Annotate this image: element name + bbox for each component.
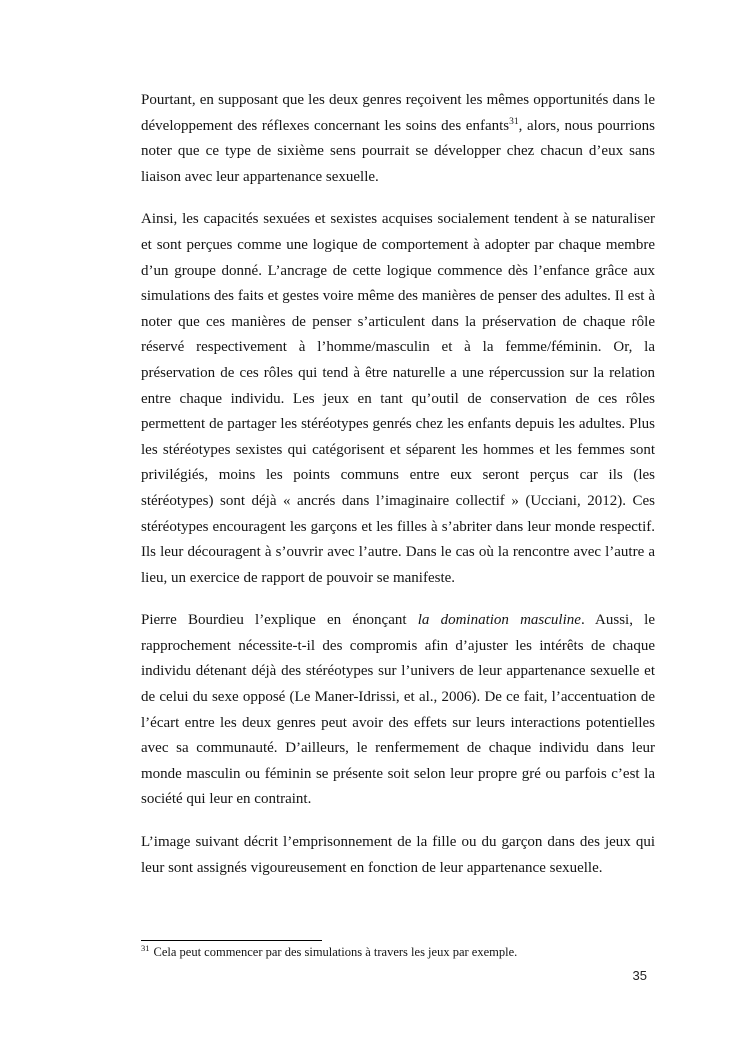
paragraph-3-text-after-italic: . Aussi, le rapprochement nécessite-t-il des compromis afin d’ajuster les intérêts de chaque individu détenant déjà des stéréotypes sur l’univers de leur appartenance sexuelle et de celui du sexe opposé (Le Maner-Idrissi, et al., 2006). De ce fait, l’accentuation de l’écart entre les deux genres peut avoir des effets sur leurs interactions potentielles avec sa communauté. D’ailleurs, le renfermement de chaque individu dans leur monde masculin ou féminin se présente soit selon leur propre gré ou parfois c’est la société qui leur en contraint. bbox=[141, 612, 655, 808]
footnote-text: Cela peut commencer par des simulations à travers les jeux par exemple. bbox=[153, 945, 518, 959]
paragraph-1-text-before-footnote-ref: Pourtant, en supposant que les deux genres reçoivent les mêmes opportunités dans le développement des réflexes concernant les soins des enfants bbox=[141, 92, 655, 134]
paragraph-4: L’image suivant décrit l’emprisonnement de la fille ou du garçon dans des jeux qui leur sont assignés vigoureusement en fonction de leur appartenance sexuelle. bbox=[141, 834, 655, 876]
italic-phrase-la-domination-masculine: la domination masculine bbox=[417, 612, 581, 629]
footnote-marker-31: 31 bbox=[141, 942, 150, 953]
footnote-separator-rule bbox=[141, 940, 322, 941]
paragraph-1-text-after-footnote-ref: , alors, nous pourrions noter que ce type de sixième sens pourrait se développer chez chacun d’eux sans liaison avec leur appartenance sexuelle. bbox=[141, 117, 655, 185]
paragraph-3 bbox=[141, 608, 655, 813]
paragraph-2: Ainsi, les capacités sexuées et sexistes acquises socialement tendent à se naturaliser et sont perçues comme une logique de comportement à adopter par chaque membre d’un groupe donné. L’ancrage de cette logique commence dès l’enfance grâce aux simulations des faits et gestes voire même des manières de penser des adultes. Il est à noter que ces manières de penser s’articulent dans la préservation de chaque rôle réservé respectivement à l’homme/masculin et à la femme/féminin. Or, la préservation de ces rôles qui tend à être naturelle a une répercussion sur la relation entre chaque individu. Les jeux en tant qu’outil de conservation de ces rôles permettent de partager les stéréotypes genrés chez les enfants depuis les adultes. Plus les stéréotypes sexistes qui catégorisent et séparent les hommes et les femmes sont privilégiés, moins les points communs entre eux seront perçus car ils (les stéréotypes) sont déjà « ancrés dans l’imaginaire collectif » (Ucciani, 2012). Ces stéréotypes encouragent les garçons et les filles à s’abriter dans leur monde respectif. Ils leur découragent à s’ouvrir avec l’autre. Dans le cas où la rencontre avec l’autre a lieu, un exercice de rapport de pouvoir se manifeste. bbox=[141, 211, 655, 586]
footnote-31 bbox=[141, 944, 661, 961]
paragraph-1 bbox=[141, 88, 655, 190]
page-number: 35 bbox=[632, 968, 647, 983]
footnote-reference-31: 31 bbox=[509, 116, 519, 127]
text-body bbox=[141, 88, 655, 898]
paragraph-3-text-before-italic: Pierre Bourdieu l’explique en énonçant bbox=[141, 612, 418, 629]
